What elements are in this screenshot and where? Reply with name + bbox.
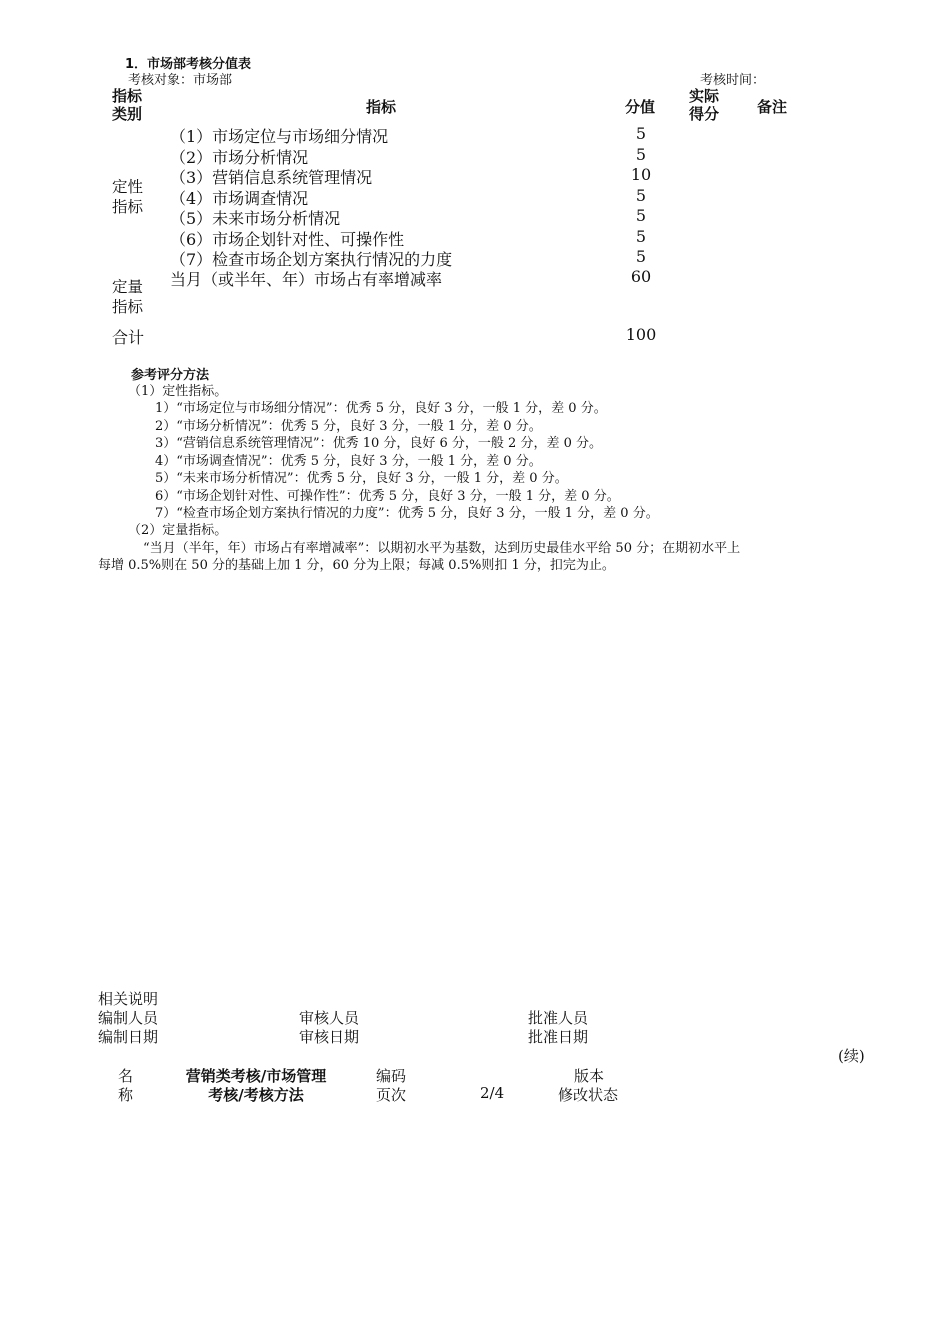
approve-date-label: 批准日期 bbox=[528, 1028, 589, 1046]
doc-page-label: 页次 bbox=[376, 1086, 407, 1104]
method-qualitative-item: 6）“市场企划针对性、可操作性”：优秀 5 分，良好 3 分，一般 1 分，差 0 分。 bbox=[155, 489, 620, 504]
qualitative-label-line1: 定性 bbox=[112, 178, 144, 196]
qualitative-row-score: 5 bbox=[635, 186, 647, 205]
qualitative-row-score: 10 bbox=[630, 165, 652, 184]
header-score: 分值 bbox=[625, 98, 656, 116]
method-title: 参考评分方法 bbox=[131, 368, 210, 383]
method-qualitative-item: 1）“市场定位与市场细分情况”：优秀 5 分，良好 3 分，一般 1 分，差 0 分。 bbox=[155, 401, 607, 416]
quantitative-label bbox=[112, 277, 143, 317]
assessment-object: 考核对象：市场部 bbox=[128, 73, 233, 88]
qualitative-row-indicator: （5）未来市场分析情况 bbox=[170, 209, 341, 228]
quantitative-row-score: 60 bbox=[630, 267, 652, 286]
header-remark: 备注 bbox=[757, 98, 788, 116]
doc-title-line2: 考核/考核方法 bbox=[208, 1086, 304, 1104]
doc-page-value: 2/4 bbox=[480, 1084, 505, 1102]
total-label: 合计 bbox=[112, 328, 145, 347]
review-date-label: 审核日期 bbox=[299, 1028, 360, 1046]
header-indicator: 指标 bbox=[366, 98, 397, 116]
method-qualitative-item: 4）“市场调查情况”：优秀 5 分，良好 3 分，一般 1 分，差 0 分。 bbox=[155, 454, 542, 469]
qualitative-row-indicator: （7）检查市场企划方案执行情况的力度 bbox=[170, 250, 453, 269]
method-quantitative-title: （2）定量指标。 bbox=[128, 523, 228, 538]
header-category-line1: 指标 bbox=[112, 87, 143, 105]
qualitative-row-indicator: （3）营销信息系统管理情况 bbox=[170, 168, 373, 187]
continued-marker: (续) bbox=[838, 1047, 865, 1065]
method-qualitative-item: 7）“检查市场企划方案执行情况的力度”：优秀 5 分，良好 3 分，一般 1 分，差 0 分。 bbox=[155, 506, 659, 521]
quantitative-row-indicator: 当月（或半年、年）市场占有率增减率 bbox=[170, 270, 443, 289]
doc-title-line1: 营销类考核/市场管理 bbox=[185, 1067, 327, 1085]
header-actual-line2: 得分 bbox=[689, 105, 720, 123]
method-qualitative-item: 2）“市场分析情况”：优秀 5 分，良好 3 分，一般 1 分，差 0 分。 bbox=[155, 419, 542, 434]
qualitative-row-indicator: （6）市场企划针对性、可操作性 bbox=[170, 230, 405, 249]
qualitative-row-score: 5 bbox=[635, 124, 647, 143]
method-quantitative-line2: 每增 0.5%则在 50 分的基础上加 1 分，60 分为上限；每减 0.5%则扣 1 分，扣完为止。 bbox=[98, 558, 615, 573]
qualitative-row-indicator: （1）市场定位与市场细分情况 bbox=[170, 127, 389, 146]
method-quantitative-line1: “当月（半年，年）市场占有率增减率”：以期初水平为基数，达到历史最佳水平给 50 分；在期初水平上 bbox=[143, 541, 741, 556]
method-qualitative-item: 5）“未来市场分析情况”：优秀 5 分，良好 3 分，一般 1 分，差 0 分。 bbox=[155, 471, 568, 486]
doc-revision-label: 修改状态 bbox=[558, 1086, 619, 1104]
method-qualitative-item: 3）“营销信息系统管理情况”：优秀 10 分，良好 6 分，一般 2 分，差 0 分。 bbox=[155, 436, 602, 451]
qualitative-row-score: 5 bbox=[635, 145, 647, 164]
qualitative-row-indicator: （2）市场分析情况 bbox=[170, 148, 309, 167]
doc-name-label-line2: 称 bbox=[118, 1086, 134, 1104]
approver-label: 批准人员 bbox=[528, 1009, 589, 1027]
assessment-time: 考核时间： bbox=[700, 73, 766, 88]
qualitative-row-score: 5 bbox=[635, 206, 647, 225]
qualitative-row-score: 5 bbox=[635, 227, 647, 246]
qualitative-label bbox=[112, 177, 143, 217]
doc-code-label: 编码 bbox=[376, 1067, 407, 1085]
header-category bbox=[112, 87, 142, 123]
total-score: 100 bbox=[625, 325, 657, 344]
quantitative-label-line1: 定量 bbox=[112, 278, 144, 296]
header-actual-line1: 实际 bbox=[689, 87, 720, 105]
method-qualitative-title: （1）定性指标。 bbox=[128, 384, 228, 399]
qualitative-row-indicator: （4）市场调查情况 bbox=[170, 189, 309, 208]
qualitative-row-score: 5 bbox=[635, 247, 647, 266]
doc-name-label-line1: 名 bbox=[118, 1067, 134, 1085]
editor-label: 编制人员 bbox=[98, 1009, 159, 1027]
section-title: 1．市场部考核分值表 bbox=[125, 57, 252, 72]
edit-date-label: 编制日期 bbox=[98, 1028, 159, 1046]
qualitative-label-line2: 指标 bbox=[112, 198, 144, 216]
reviewer-label: 审核人员 bbox=[299, 1009, 360, 1027]
header-category-line2: 类别 bbox=[112, 105, 143, 123]
related-notes-label: 相关说明 bbox=[98, 990, 159, 1008]
header-actual bbox=[689, 87, 719, 123]
quantitative-label-line2: 指标 bbox=[112, 298, 144, 316]
doc-version-label: 版本 bbox=[574, 1067, 605, 1085]
